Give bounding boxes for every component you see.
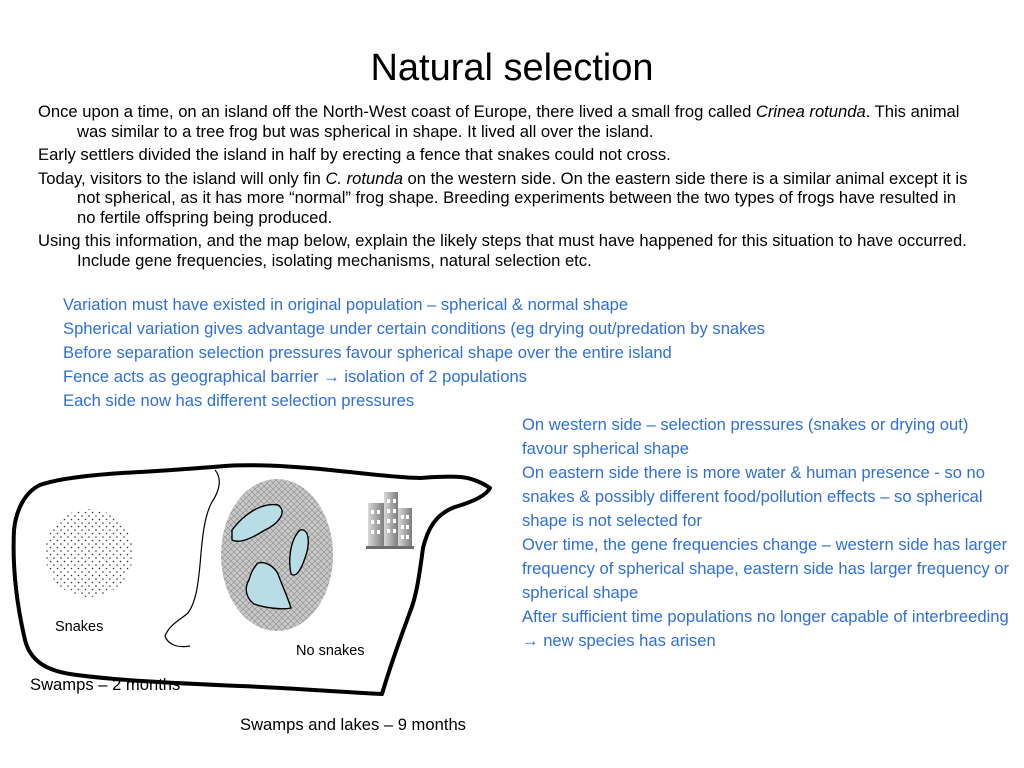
answer-list-top bbox=[63, 293, 963, 413]
fence-line bbox=[165, 470, 219, 647]
intro-paragraph-4: Using this information, and the map below, explain the likely steps that must have happened for this situation to have occurred. Include gene frequencies, isolating mechanisms, natural selection etc. bbox=[38, 231, 967, 270]
answer-line: Before separation selection pressures favour spherical shape over the entire island bbox=[63, 343, 672, 362]
answer-paragraph: On eastern side there is more water & human presence - so no snakes & possibly different food/pollution effects – so spherical shape is not selected for bbox=[522, 463, 986, 530]
west-caption: Swamps – 2 months bbox=[30, 675, 181, 694]
intro-paragraph-2: Early settlers divided the island in half by erecting a fence that snakes could not cross. bbox=[38, 145, 671, 164]
answer-line: Spherical variation gives advantage under certain conditions (eg drying out/predation by snakes bbox=[63, 319, 765, 338]
answer-line: Variation must have existed in original population – spherical & normal shape bbox=[63, 295, 629, 314]
answer-line: Each side now has different selection pressures bbox=[63, 391, 415, 410]
intro-paragraph-3: Today, visitors to the island will only fin C. rotunda on the western side. On the eastern side there is a similar animal except it is not spherical, as it has more “normal” frog shape. Breeding experiments between the two types of frogs have resulted in no fertile offspring being produced. bbox=[38, 168, 968, 227]
slide-title: Natural selection bbox=[370, 47, 654, 89]
east-caption: Swamps and lakes – 9 months bbox=[240, 715, 466, 734]
answer-line: Fence acts as geographical barrier → isolation of 2 populations bbox=[63, 367, 527, 386]
intro-paragraph-1: Once upon a time, on an island off the North-West coast of Europe, there lived a small frog called Crinea rotunda. This animal was similar to a tree frog but was spherical in shape. It lived all over the island. bbox=[38, 102, 960, 141]
no-snakes-label: No snakes bbox=[296, 643, 365, 659]
intro-text bbox=[38, 102, 978, 274]
snakes-label: Snakes bbox=[55, 619, 104, 635]
answer-paragraph: On western side – selection pressures (snakes or drying out) favour spherical shape bbox=[522, 415, 969, 458]
building-icon bbox=[366, 492, 414, 549]
answer-paragraph: After sufficient time populations no longer capable of interbreeding → new species has arisen bbox=[522, 607, 1009, 650]
snakes-region bbox=[45, 509, 133, 597]
answer-list-right bbox=[522, 413, 1017, 653]
answer-paragraph: Over time, the gene frequencies change – western side has larger frequency of spherical shape, eastern side has larger frequency or spherical shape bbox=[522, 535, 1010, 602]
island-map bbox=[0, 440, 520, 710]
